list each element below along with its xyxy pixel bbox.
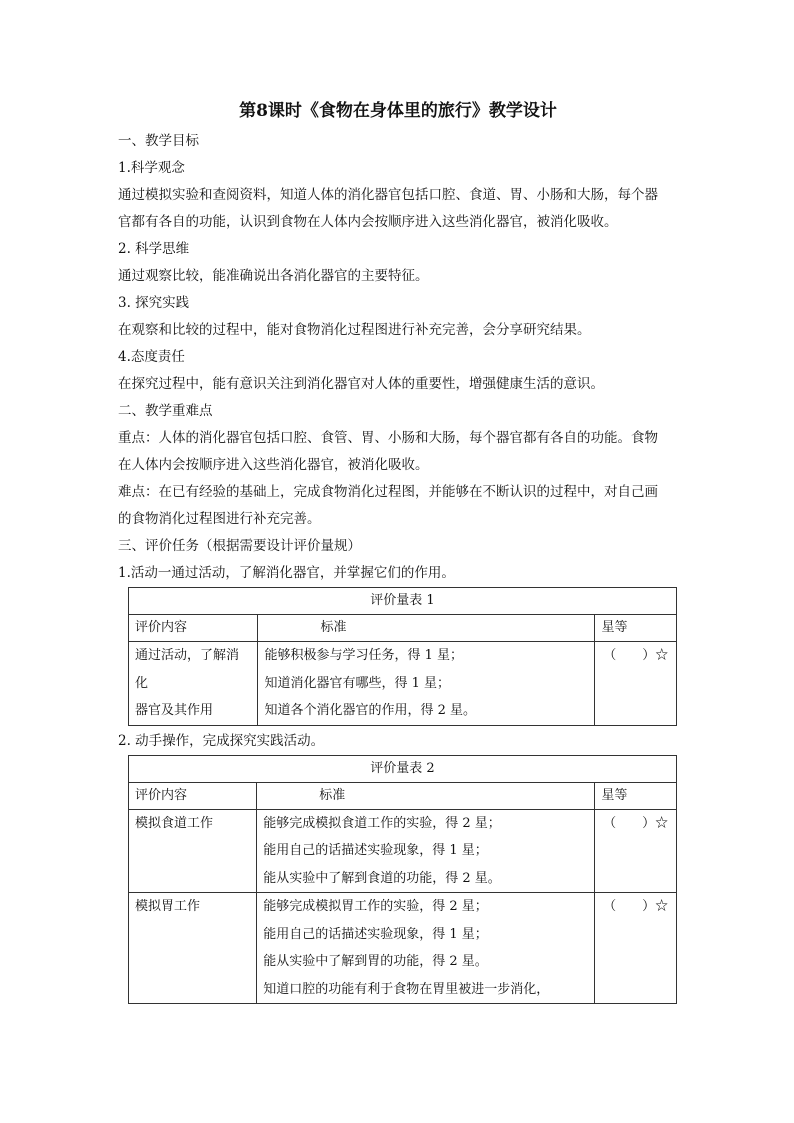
- goal-1-text-line: 通过模拟实验和查阅资料，知道人体的消化器官包括口腔、食道、胃、小肠和大肠，每个器: [118, 187, 658, 203]
- key-point-text-line: 在人体内会按顺序进入这些消化器官，被消化吸收。: [118, 457, 429, 473]
- table-row: [129, 809, 677, 893]
- document-page: [118, 96, 678, 1004]
- table-caption: 评价量表 1: [129, 588, 677, 615]
- standard-item: 知道各个消化器官的作用，得 2 星。: [264, 703, 477, 718]
- column-header-standard: 标准: [258, 615, 595, 642]
- evaluation-table-1: [128, 587, 677, 726]
- standard-cell: [257, 809, 595, 893]
- evaluation-content-cell: [129, 642, 258, 726]
- goal-4-heading: 4.态度责任: [118, 349, 185, 365]
- page-title: 第8课时《食物在身体里的旅行》教学设计: [239, 101, 557, 121]
- content-text: 通过活动，了解消化: [135, 648, 240, 691]
- table-row: [129, 893, 677, 1004]
- standard-cell: [257, 893, 595, 1004]
- goal-1-heading: 1.科学观念: [118, 160, 185, 176]
- evaluation-table-2: [128, 755, 677, 1005]
- star-rating-cell: （ ）☆: [595, 893, 677, 1004]
- difficulty-text-line: 的食物消化过程图进行补充完善。: [118, 511, 321, 527]
- standard-cell: [258, 642, 595, 726]
- activity-2-heading: 2. 动手操作，完成探究实践活动。: [118, 732, 325, 749]
- goal-3-text: 在观察和比较的过程中，能对食物消化过程图进行补充完善，会分享研究结果。: [118, 322, 591, 338]
- column-header-content: 评价内容: [129, 615, 258, 642]
- evaluation-content-cell: [129, 893, 257, 1004]
- goal-1-text-line: 官都有各自的功能，认识到食物在人体内会按顺序进入这些消化器官，被消化吸收。: [118, 214, 618, 230]
- section-heading-goals: 一、教学目标: [118, 133, 199, 149]
- difficulty-text-line: 难点：在已有经验的基础上，完成食物消化过程图，并能够在不断认识的过程中，对自己画: [118, 484, 658, 500]
- goal-3-heading: 3. 探究实践: [118, 295, 190, 311]
- section-heading-key-points: 二、教学重难点: [118, 403, 213, 419]
- standard-item: 能够完成模拟食道工作的实验，得 2 星；: [263, 815, 501, 831]
- content-text: 模拟食道工作: [135, 815, 214, 831]
- standard-item: 能够积极参与学习任务，得 1 星；: [264, 648, 464, 663]
- content-text: 器官及其作用: [135, 703, 214, 718]
- standard-item: 知道口腔的功能有利于食物在胃里被进一步消化，: [263, 981, 550, 997]
- standard-item: 能从实验中了解到胃的功能，得 2 星。: [263, 954, 488, 969]
- standard-item: 能够完成模拟胃工作的实验，得 2 星；: [263, 899, 488, 914]
- goal-2-heading: 2. 科学思维: [118, 241, 190, 257]
- goal-2-text: 通过观察比较，能准确说出各消化器官的主要特征。: [118, 268, 429, 284]
- column-header-stars: 星等: [595, 615, 677, 642]
- standard-item: 能用自己的话描述实验现象，得 1 星；: [263, 843, 488, 858]
- column-header-content: 评价内容: [129, 782, 257, 809]
- activity-1-heading: 1.活动一通过活动，了解消化器官，并掌握它们的作用。: [118, 565, 455, 581]
- column-header-standard: 标准: [257, 782, 595, 809]
- table-row: [129, 642, 677, 726]
- table-caption: 评价量表 2: [129, 755, 677, 782]
- standard-item: 知道消化器官有哪些，得 1 星；: [264, 675, 451, 691]
- section-heading-evaluation: 三、评价任务（根据需要设计评价量规）: [118, 538, 361, 554]
- star-rating-cell: （ ）☆: [595, 809, 677, 893]
- content-text: 模拟胃工作: [135, 899, 201, 914]
- column-header-stars: 星等: [595, 782, 677, 809]
- standard-item: 能从实验中了解到食道的功能，得 2 星。: [263, 870, 501, 886]
- standard-item: 能用自己的话描述实验现象，得 1 星；: [263, 926, 488, 942]
- star-rating-cell: （ ）☆: [595, 642, 677, 726]
- evaluation-content-cell: [129, 809, 257, 893]
- key-point-text-line: 重点：人体的消化器官包括口腔、食管、胃、小肠和大肠，每个器官都有各自的功能。食物: [118, 430, 658, 446]
- goal-4-text: 在探究过程中，能有意识关注到消化器官对人体的重要性，增强健康生活的意识。: [118, 376, 604, 392]
